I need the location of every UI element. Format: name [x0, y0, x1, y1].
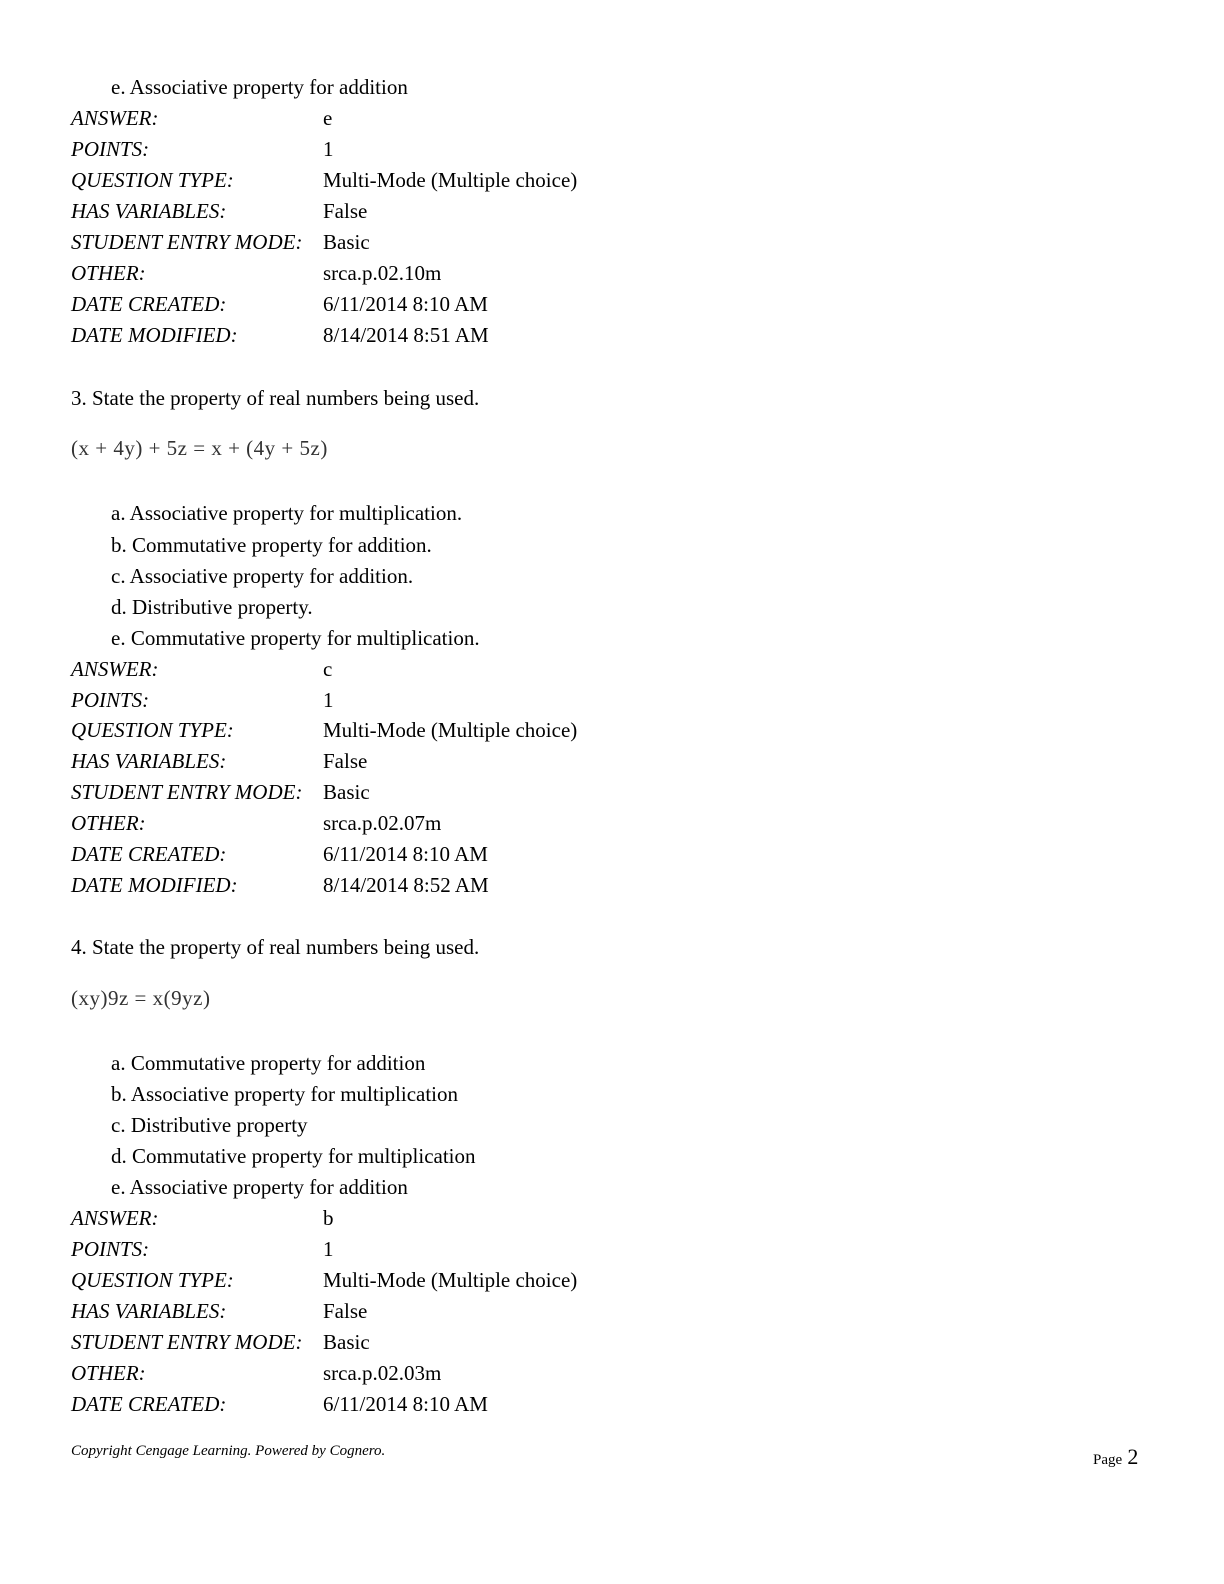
q3-points-label: POINTS: — [71, 688, 150, 712]
q2-other-label: OTHER: — [71, 261, 146, 285]
q2-points-value: 1 — [323, 137, 334, 161]
q2-answer-value: e — [323, 106, 333, 130]
q2-entry-mode-label: STUDENT ENTRY MODE: — [71, 230, 303, 254]
q3-choice-b: b. Commutative property for addition. — [111, 533, 432, 557]
q3-answer-value: c — [323, 657, 333, 681]
q2-other-value: srca.p.02.10m — [323, 261, 442, 285]
q4-entry-mode-label: STUDENT ENTRY MODE: — [71, 1330, 303, 1354]
q4-question-type-value: Multi-Mode (Multiple choice) — [323, 1268, 578, 1292]
q2-question-type-value: Multi-Mode (Multiple choice) — [323, 168, 578, 192]
copyright-footer: Copyright Cengage Learning. Powered by Cognero. — [71, 1443, 386, 1459]
q4-entry-mode-value: Basic — [323, 1330, 370, 1354]
q3-question-type-label: QUESTION TYPE: — [71, 718, 234, 742]
q4-choice-e: e. Associative property for addition — [111, 1175, 408, 1199]
q3-equation: (x + 4y) + 5z = x + (4y + 5z) — [71, 436, 328, 460]
q3-date-created-label: DATE CREATED: — [71, 842, 227, 866]
q4-answer-label: ANSWER: — [71, 1206, 159, 1230]
q3-other-value: srca.p.02.07m — [323, 811, 442, 835]
q4-other-value: srca.p.02.03m — [323, 1361, 442, 1385]
q3-choice-c: c. Associative property for addition. — [111, 564, 414, 588]
q4-has-variables-label: HAS VARIABLES: — [71, 1299, 227, 1323]
q4-answer-value: b — [323, 1206, 334, 1230]
q2-choice-e: e. Associative property for addition — [111, 75, 408, 99]
q2-date-created-label: DATE CREATED: — [71, 292, 227, 316]
q4-date-created-label: DATE CREATED: — [71, 1392, 227, 1416]
page-label: Page — [1093, 1452, 1123, 1468]
q3-entry-mode-label: STUDENT ENTRY MODE: — [71, 780, 303, 804]
q4-points-label: POINTS: — [71, 1237, 150, 1261]
q3-date-modified-value: 8/14/2014 8:52 AM — [323, 873, 489, 897]
q3-choice-e: e. Commutative property for multiplication. — [111, 626, 480, 650]
q2-entry-mode-value: Basic — [323, 230, 370, 254]
page-number-footer — [1093, 1444, 1138, 1473]
q4-prompt: 4. State the property of real numbers being used. — [71, 935, 480, 959]
q3-entry-mode-value: Basic — [323, 780, 370, 804]
q4-points-value: 1 — [323, 1237, 334, 1261]
q4-other-label: OTHER: — [71, 1361, 146, 1385]
q2-date-modified-value: 8/14/2014 8:51 AM — [323, 323, 489, 347]
q2-answer-label: ANSWER: — [71, 106, 159, 130]
q2-date-modified-label: DATE MODIFIED: — [71, 323, 238, 347]
q3-choice-d: d. Distributive property. — [111, 595, 313, 619]
q3-has-variables-label: HAS VARIABLES: — [71, 749, 227, 773]
q2-question-type-label: QUESTION TYPE: — [71, 168, 234, 192]
q4-choice-c: c. Distributive property — [111, 1113, 308, 1137]
q2-has-variables-label: HAS VARIABLES: — [71, 199, 227, 223]
q4-choice-b: b. Associative property for multiplication — [111, 1082, 459, 1106]
q3-has-variables-value: False — [323, 749, 368, 773]
q3-date-modified-label: DATE MODIFIED: — [71, 873, 238, 897]
page-number: 2 — [1127, 1444, 1139, 1469]
q3-answer-label: ANSWER: — [71, 657, 159, 681]
q3-question-type-value: Multi-Mode (Multiple choice) — [323, 718, 578, 742]
q3-prompt: 3. State the property of real numbers being used. — [71, 386, 480, 410]
q2-points-label: POINTS: — [71, 137, 150, 161]
q3-choice-a: a. Associative property for multiplication. — [111, 501, 463, 525]
q2-has-variables-value: False — [323, 199, 368, 223]
q4-choice-d: d. Commutative property for multiplication — [111, 1144, 476, 1168]
q3-date-created-value: 6/11/2014 8:10 AM — [323, 842, 488, 866]
q4-has-variables-value: False — [323, 1299, 368, 1323]
q4-question-type-label: QUESTION TYPE: — [71, 1268, 234, 1292]
q4-equation: (xy)9z = x(9yz) — [71, 986, 211, 1010]
q3-other-label: OTHER: — [71, 811, 146, 835]
q4-choice-a: a. Commutative property for addition — [111, 1051, 426, 1075]
q4-date-created-value: 6/11/2014 8:10 AM — [323, 1392, 488, 1416]
q3-points-value: 1 — [323, 688, 334, 712]
q2-date-created-value: 6/11/2014 8:10 AM — [323, 292, 488, 316]
